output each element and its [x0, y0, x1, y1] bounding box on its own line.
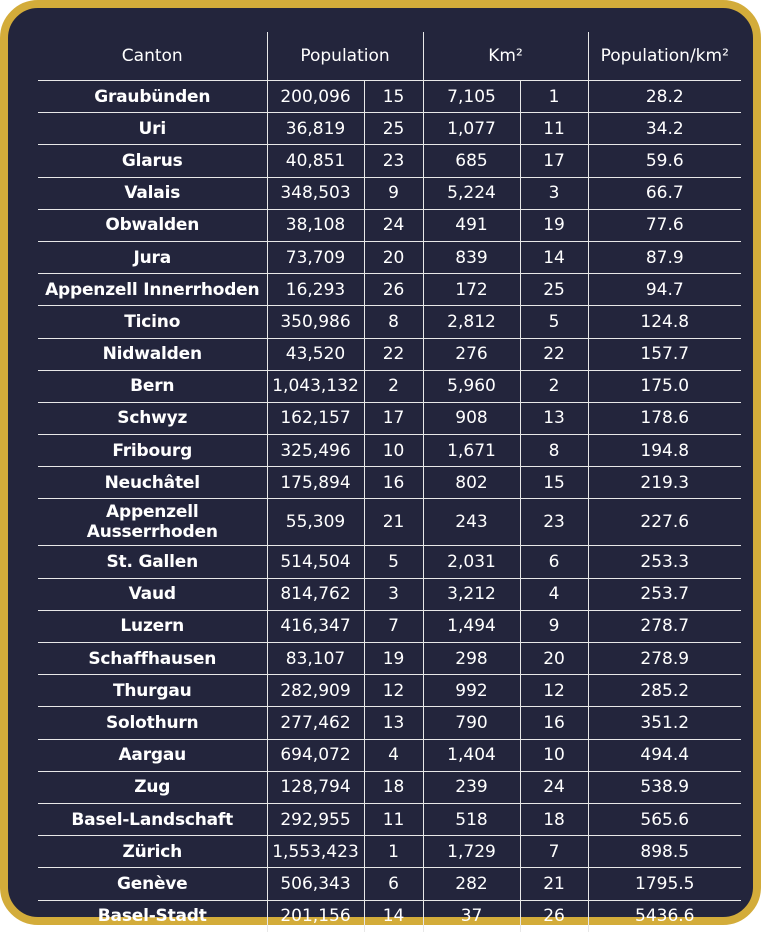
population-cell: 83,107: [267, 643, 364, 675]
population-rank-cell: 24: [364, 209, 423, 241]
canton-cell: Thurgau: [38, 675, 267, 707]
table-row: [38, 241, 741, 273]
population-cell: 1,553,423: [267, 836, 364, 868]
density-cell: 34.2: [588, 113, 741, 145]
area-cell: 908: [423, 402, 520, 434]
area-rank-cell: 23: [520, 499, 588, 546]
population-cell: 36,819: [267, 113, 364, 145]
population-rank-cell: 14: [364, 900, 423, 932]
table-row: [38, 868, 741, 900]
population-cell: 55,309: [267, 499, 364, 546]
canton-cell: Schwyz: [38, 402, 267, 434]
area-rank-cell: 19: [520, 209, 588, 241]
area-rank-cell: 3: [520, 177, 588, 209]
table-row: [38, 338, 741, 370]
area-cell: 172: [423, 274, 520, 306]
canton-cell: St. Gallen: [38, 546, 267, 578]
population-cell: 814,762: [267, 578, 364, 610]
canton-cell: Zug: [38, 771, 267, 803]
area-cell: 1,671: [423, 435, 520, 467]
canton-cell: Graubünden: [38, 81, 267, 113]
table-row: [38, 578, 741, 610]
population-rank-cell: 8: [364, 306, 423, 338]
area-rank-cell: 25: [520, 274, 588, 306]
population-rank-cell: 11: [364, 803, 423, 835]
canton-cell: Obwalden: [38, 209, 267, 241]
area-cell: 7,105: [423, 81, 520, 113]
area-rank-cell: 12: [520, 675, 588, 707]
canton-table: [38, 32, 741, 932]
area-rank-cell: 8: [520, 435, 588, 467]
area-cell: 5,224: [423, 177, 520, 209]
density-cell: 194.8: [588, 435, 741, 467]
population-rank-cell: 9: [364, 177, 423, 209]
table-row: [38, 836, 741, 868]
area-rank-cell: 18: [520, 803, 588, 835]
population-cell: 175,894: [267, 467, 364, 499]
table-row: [38, 177, 741, 209]
density-cell: 285.2: [588, 675, 741, 707]
header-row: [38, 32, 741, 81]
table-row: [38, 803, 741, 835]
area-rank-cell: 20: [520, 643, 588, 675]
canton-cell: Solothurn: [38, 707, 267, 739]
density-cell: 1795.5: [588, 868, 741, 900]
population-cell: 277,462: [267, 707, 364, 739]
population-rank-cell: 1: [364, 836, 423, 868]
population-cell: 200,096: [267, 81, 364, 113]
density-cell: 157.7: [588, 338, 741, 370]
canton-cell: Aargau: [38, 739, 267, 771]
canton-cell: Vaud: [38, 578, 267, 610]
header-area: Km²: [423, 32, 588, 81]
area-rank-cell: 11: [520, 113, 588, 145]
density-cell: 66.7: [588, 177, 741, 209]
table-row: [38, 145, 741, 177]
table-row: [38, 546, 741, 578]
population-cell: 416,347: [267, 610, 364, 642]
area-cell: 276: [423, 338, 520, 370]
density-cell: 175.0: [588, 370, 741, 402]
header-density: Population/km²: [588, 32, 741, 81]
population-cell: 1,043,132: [267, 370, 364, 402]
canton-cell: Basel-Stadt: [97, 906, 207, 927]
area-rank-cell: 5: [520, 306, 588, 338]
density-cell: 538.9: [588, 771, 741, 803]
area-rank-cell: 7: [520, 836, 588, 868]
density-cell: 5436.6: [588, 900, 741, 932]
table-row: [38, 610, 741, 642]
area-cell: 2,812: [423, 306, 520, 338]
population-rank-cell: 10: [364, 435, 423, 467]
area-cell: 37: [423, 900, 520, 932]
density-cell: 59.6: [588, 145, 741, 177]
canton-cell: Valais: [38, 177, 267, 209]
population-rank-cell: 18: [364, 771, 423, 803]
area-cell: 1,404: [423, 739, 520, 771]
area-cell: 685: [423, 145, 520, 177]
density-cell: 278.9: [588, 643, 741, 675]
area-rank-cell: 13: [520, 402, 588, 434]
population-rank-cell: 2: [364, 370, 423, 402]
population-cell: 694,072: [267, 739, 364, 771]
area-cell: 992: [423, 675, 520, 707]
density-cell: 87.9: [588, 241, 741, 273]
area-rank-cell: 6: [520, 546, 588, 578]
population-rank-cell: 12: [364, 675, 423, 707]
population-cell: 350,986: [267, 306, 364, 338]
area-rank-cell: 26: [520, 900, 588, 932]
canton-cell: Ticino: [38, 306, 267, 338]
table-row: [38, 771, 741, 803]
density-cell: 253.7: [588, 578, 741, 610]
population-cell: 282,909: [267, 675, 364, 707]
population-cell: 128,794: [267, 771, 364, 803]
table-row: [38, 707, 741, 739]
area-cell: 1,077: [423, 113, 520, 145]
population-cell: 201,156: [267, 900, 364, 932]
density-cell: 494.4: [588, 739, 741, 771]
population-rank-cell: 15: [364, 81, 423, 113]
area-rank-cell: 14: [520, 241, 588, 273]
table-row: [38, 675, 741, 707]
population-rank-cell: 26: [364, 274, 423, 306]
area-cell: 1,494: [423, 610, 520, 642]
population-cell: 292,955: [267, 803, 364, 835]
table-body: [38, 81, 741, 932]
density-cell: 178.6: [588, 402, 741, 434]
density-cell: 898.5: [588, 836, 741, 868]
population-rank-cell: 21: [364, 499, 423, 546]
area-rank-cell: 16: [520, 707, 588, 739]
canton-cell: Fribourg: [38, 435, 267, 467]
density-cell: 227.6: [588, 499, 741, 546]
area-cell: 2,031: [423, 546, 520, 578]
population-rank-cell: 19: [364, 643, 423, 675]
population-cell: 16,293: [267, 274, 364, 306]
population-cell: 348,503: [267, 177, 364, 209]
population-rank-cell: 5: [364, 546, 423, 578]
area-cell: 282: [423, 868, 520, 900]
area-cell: 5,960: [423, 370, 520, 402]
canton-cell: Glarus: [38, 145, 267, 177]
area-rank-cell: 22: [520, 338, 588, 370]
area-rank-cell: 24: [520, 771, 588, 803]
canton-cell: Jura: [38, 241, 267, 273]
canton-cell: Basel-Landschaft: [38, 803, 267, 835]
area-cell: 239: [423, 771, 520, 803]
header-population: Population: [267, 32, 423, 81]
table-row: [38, 113, 741, 145]
population-rank-cell: 13: [364, 707, 423, 739]
table-row: [38, 499, 741, 546]
canton-cell: Schaffhausen: [38, 643, 267, 675]
area-rank-cell: 17: [520, 145, 588, 177]
population-cell: 506,343: [267, 868, 364, 900]
population-cell: 73,709: [267, 241, 364, 273]
area-cell: 518: [423, 803, 520, 835]
table-row: [38, 435, 741, 467]
canton-cell: Zürich: [38, 836, 267, 868]
canton-cell: Appenzell Ausserrhoden: [38, 499, 267, 546]
population-cell: 43,520: [267, 338, 364, 370]
area-rank-cell: 21: [520, 868, 588, 900]
table-row: [38, 274, 741, 306]
canton-cell: Bern: [38, 370, 267, 402]
table-row: [38, 467, 741, 499]
area-cell: 3,212: [423, 578, 520, 610]
header-canton: Canton: [38, 32, 267, 81]
population-rank-cell: 17: [364, 402, 423, 434]
table-row: [38, 900, 741, 932]
density-cell: 565.6: [588, 803, 741, 835]
table-row: [38, 739, 741, 771]
density-cell: 219.3: [588, 467, 741, 499]
area-cell: 243: [423, 499, 520, 546]
population-rank-cell: 7: [364, 610, 423, 642]
population-rank-cell: 4: [364, 739, 423, 771]
population-rank-cell: 23: [364, 145, 423, 177]
table-row: [38, 306, 741, 338]
area-rank-cell: 10: [520, 739, 588, 771]
area-rank-cell: 1: [520, 81, 588, 113]
table-row: [38, 81, 741, 113]
canton-cell: Neuchâtel: [38, 467, 267, 499]
density-cell: 77.6: [588, 209, 741, 241]
population-rank-cell: 6: [364, 868, 423, 900]
population-cell: 162,157: [267, 402, 364, 434]
area-cell: 491: [423, 209, 520, 241]
canton-cell: Nidwalden: [38, 338, 267, 370]
table-row: [38, 370, 741, 402]
area-rank-cell: 15: [520, 467, 588, 499]
population-rank-cell: 16: [364, 467, 423, 499]
table-row: [38, 402, 741, 434]
population-rank-cell: 3: [364, 578, 423, 610]
area-rank-cell: 4: [520, 578, 588, 610]
canton-cell: Uri: [38, 113, 267, 145]
density-cell: 351.2: [588, 707, 741, 739]
area-cell: 790: [423, 707, 520, 739]
population-cell: 38,108: [267, 209, 364, 241]
population-rank-cell: 20: [364, 241, 423, 273]
population-cell: 325,496: [267, 435, 364, 467]
area-rank-cell: 9: [520, 610, 588, 642]
density-cell: 253.3: [588, 546, 741, 578]
population-rank-cell: 22: [364, 338, 423, 370]
density-cell: 94.7: [588, 274, 741, 306]
area-cell: 1,729: [423, 836, 520, 868]
canton-cell: Luzern: [38, 610, 267, 642]
canton-cell: Genève: [38, 868, 267, 900]
density-cell: 124.8: [588, 306, 741, 338]
area-cell: 802: [423, 467, 520, 499]
population-rank-cell: 25: [364, 113, 423, 145]
canton-cell: Appenzell Innerrhoden: [38, 274, 267, 306]
table-row: [38, 643, 741, 675]
population-cell: 40,851: [267, 145, 364, 177]
table-row: [38, 209, 741, 241]
area-rank-cell: 2: [520, 370, 588, 402]
area-cell: 839: [423, 241, 520, 273]
population-cell: 514,504: [267, 546, 364, 578]
density-cell: 28.2: [588, 81, 741, 113]
area-cell: 298: [423, 643, 520, 675]
density-cell: 278.7: [588, 610, 741, 642]
